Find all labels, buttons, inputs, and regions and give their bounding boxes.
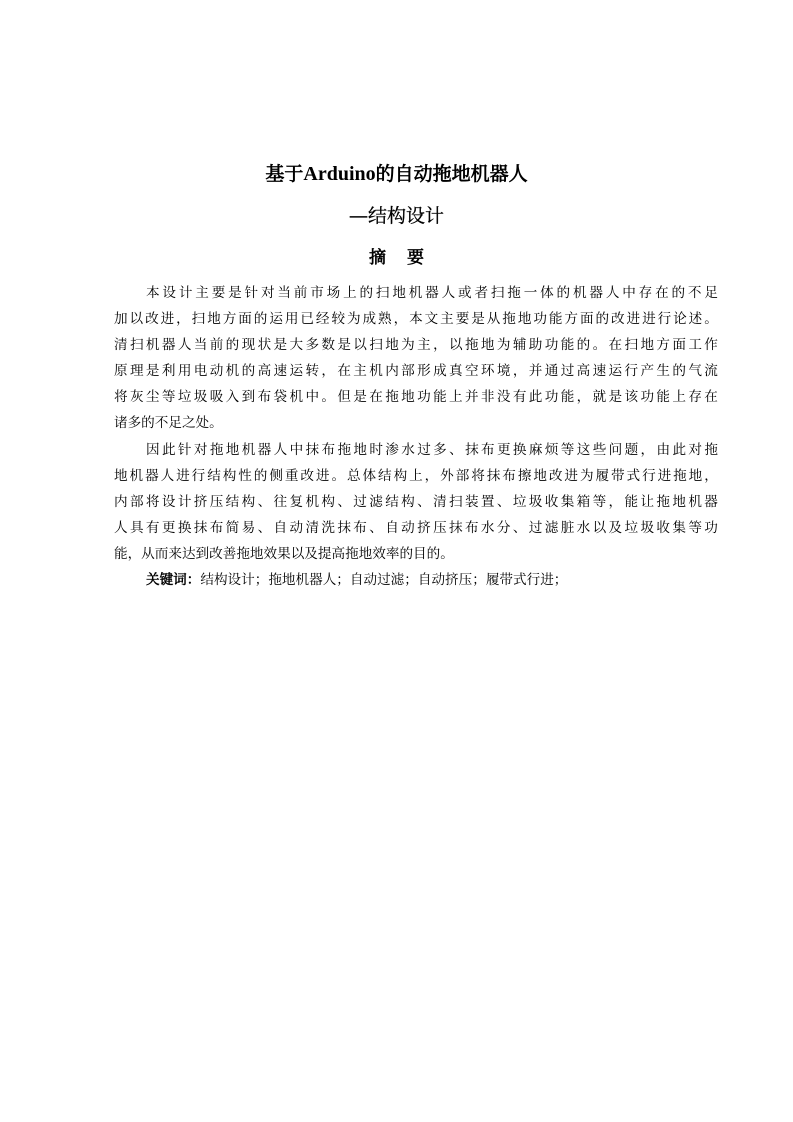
thesis-subtitle: —结构设计 — [348, 205, 444, 227]
paragraph-line: 诸多的不足之处。 — [114, 415, 223, 431]
abstract-paragraph-1 — [114, 280, 718, 436]
paragraph-line: 地 机 器 人 进 行 结 构 性 的 侧 重 改 进 。 总 体 结 构 上 ， 外 部 将 抹 布 擦 地 改 进 为 履 带 式 行 进 拖 地 ， — [114, 468, 718, 484]
paragraph-line: 人 具 有 更 换 抹 布 简 易 、 自 动 清 洗 抹 布 、 自 动 挤 压 抹 布 水 分 、 过 滤 脏 水 以 及 垃 圾 收 集 等 功 — [114, 520, 718, 536]
paragraph-line: 原 理 是 利 用 电 动 机 的 高 速 运 转 ， 在 主 机 内 部 形 成 真 空 环 境 ， 并 通 过 高 速 运 行 产 生 的 气 流 — [114, 363, 718, 379]
paragraph-line: 加 以 改 进 ， 扫 地 方 面 的 运 用 已 经 较 为 成 熟 ， 本 文 主 要 是 从 拖 地 功 能 方 面 的 改 进 进 行 论 述 。 — [114, 311, 718, 327]
title-prefix: 基于 — [265, 163, 304, 185]
paragraph-line: 能，从而来达到改善拖地效果以及提高拖地效率的目的。 — [114, 546, 454, 562]
title-suffix: 的自动拖地机器人 — [375, 163, 528, 185]
thesis-title — [0, 160, 793, 188]
title-latin: Arduino — [303, 163, 376, 185]
abstract-heading: 摘要 — [369, 248, 445, 268]
keywords-text: 结构设计；拖地机器人；自动过滤；自动挤压；履带式行进； — [200, 572, 568, 588]
paragraph-line: 清 扫 机 器 人 当 前 的 现 状 是 大 多 数 是 以 扫 地 为 主 ， 以 拖 地 为 辅 助 功 能 的 。 在 扫 地 方 面 工 作 — [114, 337, 718, 353]
paragraph-line: 内 部 将 设 计 挤 压 结 构 、 往 复 机 构 、 过 滤 结 构 、 清 扫 装 置 、 垃 圾 收 集 箱 等 ， 能 让 拖 地 机 器 — [114, 494, 718, 510]
keywords-line — [114, 567, 567, 593]
keywords-label: 关键词： — [146, 572, 201, 588]
paragraph-line: 因 此 针 对 拖 地 机 器 人 中 抹 布 拖 地 时 渗 水 过 多 、 抹 布 更 换 麻 烦 等 这 些 问 题 ， 由 此 对 拖 — [146, 442, 718, 458]
paragraph-line: 本 设 计 主 要 是 针 对 当 前 市 场 上 的 扫 地 机 器 人 或 者 扫 拖 一 体 的 机 器 人 中 存 在 的 不 足 — [146, 285, 718, 301]
abstract-paragraph-2 — [114, 437, 718, 567]
paragraph-line: 将 灰 尘 等 垃 圾 吸 入 到 布 袋 机 中 。 但 是 在 拖 地 功 能 上 并 非 没 有 此 功 能 ， 就 是 该 功 能 上 存 在 — [114, 389, 718, 405]
